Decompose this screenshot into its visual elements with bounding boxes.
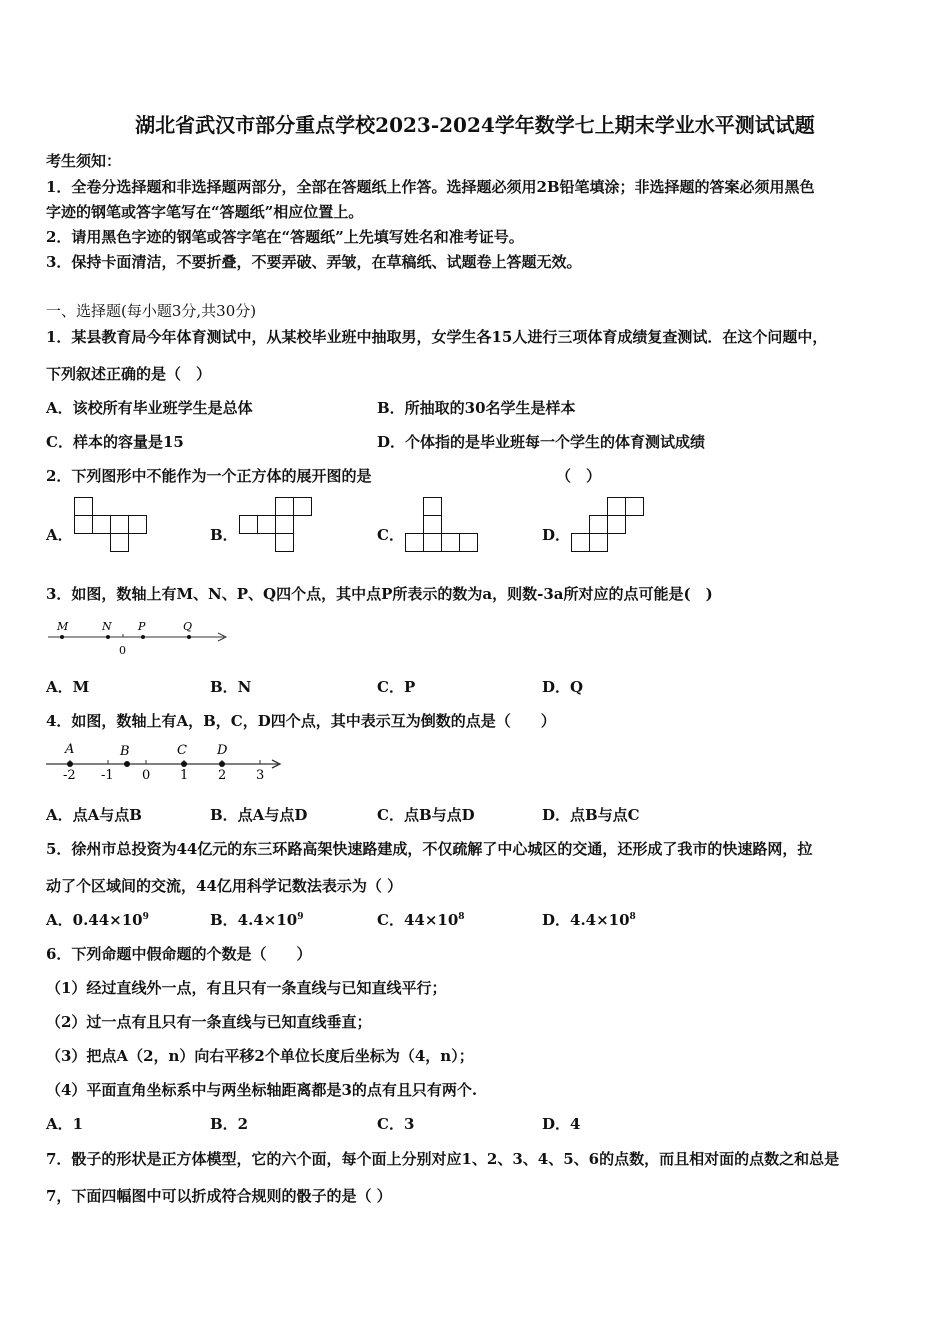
q6-option-a: A．1 bbox=[46, 1115, 84, 1133]
q2-option-c: C． bbox=[377, 526, 404, 544]
q4-option-a: A．点A与点B bbox=[46, 806, 142, 824]
q4-point-c bbox=[181, 761, 187, 767]
q5-option-c bbox=[377, 911, 465, 929]
q3-option-d: D．Q bbox=[542, 678, 584, 696]
q2-net-b bbox=[239, 497, 313, 553]
q5-stem-line1: 5．徐州市总投资为44亿元的东三环路高架快速路建成，不仅疏解了中心城区的交通，还形成了我市的快速路网，拉 bbox=[46, 840, 813, 858]
notice-line-1a: 1．全卷分选择题和非选择题两部分，全部在答题纸上作答。选择题必须用2B铅笔填涂；非选择题的答案必须用黑色 bbox=[46, 178, 815, 196]
q3-label-zero: 0 bbox=[119, 644, 126, 657]
q6-option-d: D．4 bbox=[542, 1115, 581, 1133]
q1-stem-line2: 下列叙述正确的是（ ） bbox=[46, 365, 212, 383]
q5-option-b-base: B．4.4×10 bbox=[210, 911, 298, 929]
q2-net-c bbox=[405, 497, 481, 553]
q4-stem: 4．如图，数轴上有A，B，C，D四个点，其中表示互为倒数的点是（ ） bbox=[46, 712, 556, 730]
q6-statement-2: （2）过一点有且只有一条直线与已知直线垂直； bbox=[46, 1013, 372, 1031]
q3-point-p bbox=[141, 635, 145, 639]
q2-paren: （ ） bbox=[556, 467, 602, 485]
notice-line-1b: 字迹的钢笔或答字笔写在“答题纸”相应位置上。 bbox=[46, 203, 364, 221]
q4-point-a bbox=[67, 761, 73, 767]
q2-stem: 2．下列图形中不能作为一个正方体的展开图的是 bbox=[46, 467, 372, 485]
q7-stem-line1: 7．骰子的形状是正方体模型，它的六个面，每个面上分别对应1、2、3、4、5、6的点数，而且相对面的点数之和总是 bbox=[46, 1150, 840, 1168]
q5-option-b bbox=[210, 911, 303, 929]
q5-stem-line2: 动了个区域间的交流，44亿用科学记数法表示为（ ） bbox=[46, 877, 403, 895]
q4-option-b: B．点A与点D bbox=[210, 806, 308, 824]
q4-number-line bbox=[44, 740, 286, 782]
q3-label-n: N bbox=[102, 620, 112, 633]
q5-option-b-exp: 9 bbox=[297, 912, 304, 922]
q2-net-d bbox=[571, 497, 645, 553]
q3-number-line bbox=[46, 616, 231, 660]
q5-option-c-base: C．44×10 bbox=[377, 911, 459, 929]
q6-option-b: B．2 bbox=[210, 1115, 249, 1133]
q3-stem: 3．如图，数轴上有M、N、P、Q四个点，其中点P所表示的数为a，则数-3a所对应的点可能是( ) bbox=[46, 585, 713, 603]
page-title: 湖北省武汉市部分重点学校2023-2024学年数学七上期末学业水平测试试题 bbox=[135, 113, 815, 137]
section-heading: 一、选择题(每小题3分,共30分) bbox=[46, 302, 257, 320]
q4-point-d bbox=[219, 761, 225, 767]
q3-point-n bbox=[106, 635, 110, 639]
q4-label-d: D bbox=[217, 743, 228, 758]
q1-stem-line1: 1．某县教育局今年体育测试中，从某校毕业班中抽取男，女学生各15人进行三项体育成绩复查测试．在这个问题中， bbox=[46, 328, 828, 346]
q4-label-a: A bbox=[65, 742, 75, 757]
q1-option-b: B．所抽取的30名学生是样本 bbox=[377, 399, 576, 417]
q4-point-b bbox=[124, 761, 130, 767]
q6-option-c: C．3 bbox=[377, 1115, 415, 1133]
notice-line-2: 2．请用黑色字迹的钢笔或答字笔在“答题纸”上先填写姓名和准考证号。 bbox=[46, 228, 524, 246]
q3-label-q: Q bbox=[183, 620, 193, 633]
q7-stem-line2: 7，下面四幅图中可以折成符合规则的骰子的是（ ） bbox=[46, 1187, 392, 1205]
q4-label-b: B bbox=[120, 744, 130, 759]
q4-option-c: C．点B与点D bbox=[377, 806, 475, 824]
q6-statement-3: （3）把点A（2，n）向右平移2个单位长度后坐标为（4，n）； bbox=[46, 1047, 474, 1065]
q3-point-m bbox=[60, 635, 64, 639]
q3-label-p: P bbox=[138, 620, 146, 633]
q4-option-d: D．点B与点C bbox=[542, 806, 640, 824]
q3-option-c: C．P bbox=[377, 678, 416, 696]
q3-option-b: B．N bbox=[210, 678, 252, 696]
q5-option-a bbox=[46, 911, 149, 929]
q5-option-a-exp: 9 bbox=[142, 912, 149, 922]
q6-statement-4: （4）平面直角坐标系中与两坐标轴距离都是3的点有且只有两个. bbox=[46, 1081, 478, 1099]
q4-tick-label-2: 2 bbox=[218, 768, 227, 783]
q1-option-a: A．该校所有毕业班学生是总体 bbox=[46, 399, 253, 417]
q3-point-q bbox=[187, 635, 191, 639]
q4-tick-label-neg1: -1 bbox=[101, 768, 114, 783]
q1-option-c: C．样本的容量是15 bbox=[46, 433, 184, 451]
q4-label-c: C bbox=[177, 743, 187, 758]
q2-option-b: B． bbox=[210, 526, 238, 544]
q5-option-a-base: A．0.44×10 bbox=[46, 911, 143, 929]
q5-option-d-base: D．4.4×10 bbox=[542, 911, 630, 929]
q4-tick-label-neg2: -2 bbox=[63, 768, 76, 783]
q4-tick-label-1: 1 bbox=[180, 768, 189, 783]
q1-option-d: D．个体指的是毕业班每一个学生的体育测试成绩 bbox=[377, 433, 706, 451]
q6-stem: 6．下列命题中假命题的个数是（ ） bbox=[46, 945, 312, 963]
q2-net-a bbox=[74, 497, 148, 553]
q5-option-d-exp: 8 bbox=[629, 912, 636, 922]
q3-label-m: M bbox=[57, 620, 69, 633]
q4-tick-label-3: 3 bbox=[256, 768, 265, 783]
q5-option-d bbox=[542, 911, 636, 929]
q4-tick-label-0: 0 bbox=[142, 768, 151, 783]
notice-line-3: 3．保持卡面清洁，不要折叠，不要弄破、弄皱，在草稿纸、试题卷上答题无效。 bbox=[46, 253, 582, 271]
q5-option-c-exp: 8 bbox=[458, 912, 465, 922]
q3-option-a: A．M bbox=[46, 678, 90, 696]
notice-heading: 考生须知： bbox=[46, 152, 122, 170]
q6-statement-1: （1）经过直线外一点，有且只有一条直线与已知直线平行； bbox=[46, 979, 447, 997]
q2-option-a: A． bbox=[46, 526, 73, 544]
q2-option-d: D． bbox=[542, 526, 571, 544]
